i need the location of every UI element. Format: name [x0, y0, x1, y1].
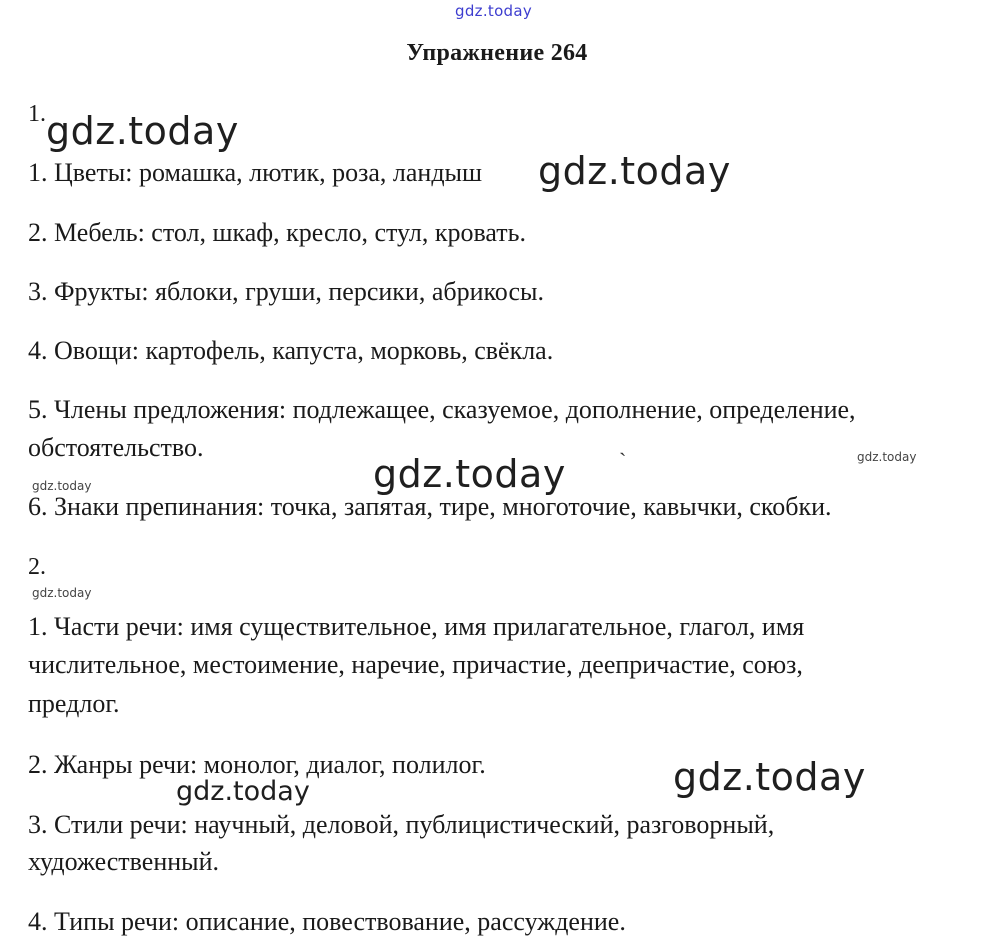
speck-mark: `	[619, 448, 627, 473]
exercise-title: Упражнение 264	[406, 40, 588, 66]
watermark-7: gdz.today	[176, 776, 310, 807]
watermark-5: gdz.today	[32, 479, 92, 493]
section-2-item-3: 3. Стили речи: научный, деловой, публицистический, разговорный,	[28, 810, 775, 839]
section-2-item-3-cont: художественный.	[28, 847, 220, 876]
watermark-8: gdz.today	[673, 755, 866, 799]
section-1-item-5-cont: обстоятельство.	[28, 433, 204, 462]
section-1-item-5: 5. Члены предложения: подлежащее, сказуемое, дополнение, определение,	[28, 395, 856, 424]
section-2-number: 2.	[28, 554, 46, 580]
watermark-2: gdz.today	[538, 149, 731, 193]
watermark-4: gdz.today	[857, 450, 917, 464]
watermark-1: gdz.today	[46, 109, 239, 153]
section-2-item-1: 1. Части речи: имя существительное, имя прилагательное, глагол, имя	[28, 612, 805, 641]
watermark-top: gdz.today	[455, 2, 533, 20]
section-1-item-4: 4. Овощи: картофель, капуста, морковь, свёкла.	[28, 336, 554, 365]
watermark-6: gdz.today	[32, 586, 92, 600]
section-1-item-6: 6. Знаки препинания: точка, запятая, тире, многоточие, кавычки, скобки.	[28, 492, 832, 521]
section-1-number: 1.	[28, 101, 46, 127]
section-2-item-2: 2. Жанры речи: монолог, диалог, полилог.	[28, 750, 486, 779]
section-1-item-1: 1. Цветы: ромашка, лютик, роза, ландыш	[28, 158, 483, 187]
section-1-item-2: 2. Мебель: стол, шкаф, кресло, стул, кровать.	[28, 218, 527, 247]
section-2-item-4: 4. Типы речи: описание, повествование, рассуждение.	[28, 907, 626, 936]
section-2-item-1-cont2: предлог.	[28, 689, 120, 718]
section-1-item-3: 3. Фрукты: яблоки, груши, персики, абрикосы.	[28, 277, 544, 306]
section-2-item-1-cont: числительное, местоимение, наречие, причастие, деепричастие, союз,	[28, 650, 803, 679]
watermark-3: gdz.today	[373, 452, 566, 496]
